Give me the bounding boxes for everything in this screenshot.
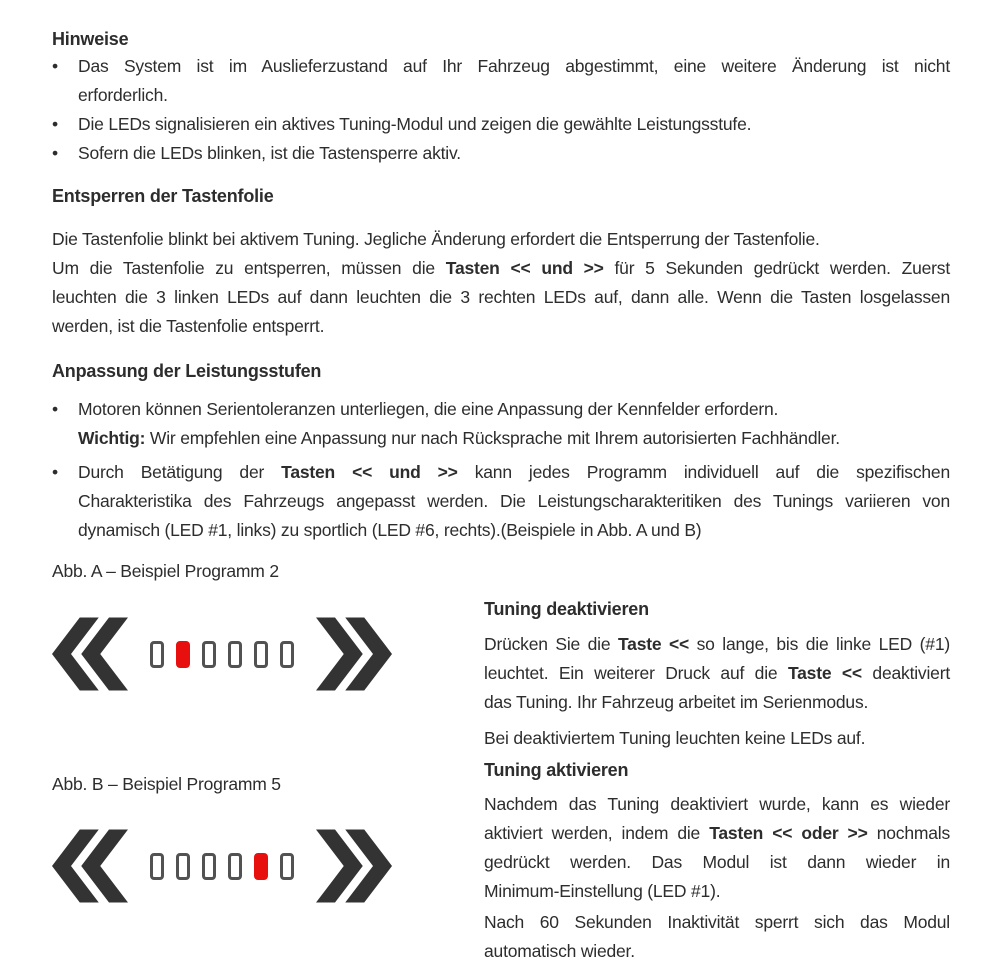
text-run: Nach 60 Sekunden Inaktivität sperrt sich das Modul xyxy=(484,912,950,932)
figure-a-caption: Abb. A – Beispiel Programm 2 xyxy=(52,561,279,581)
bullet-text xyxy=(78,139,950,168)
led-off-indicator xyxy=(202,641,216,668)
text-run: gedrückt werden. Das Modul ist dann wieder in xyxy=(484,852,950,872)
list-item xyxy=(52,139,950,168)
text-line xyxy=(484,937,950,966)
deaktivieren-note xyxy=(484,724,950,753)
text-run: nochmals xyxy=(867,823,951,843)
text-line xyxy=(52,225,950,254)
text-run: kann jedes Programm individuell auf die spezifischen xyxy=(457,462,950,482)
entsperren-paragraph xyxy=(52,225,950,341)
section-heading-hinweise: Hinweise xyxy=(52,29,129,49)
text-run: Das System ist im Auslieferzustand auf Ihr Fahrzeug abgestimmt, eine weitere Änderung ist nicht xyxy=(78,56,950,76)
text-run: leuchtet. Ein weiterer Druck auf die xyxy=(484,663,788,683)
text-line xyxy=(484,908,950,937)
bold-text-run: Tasten << und >> xyxy=(445,258,604,278)
bullet-text xyxy=(78,52,950,110)
text-run: Charakteristika des Fahrzeugs angepasst werden. Die Leistungscharakteritiken des Tunings variieren von xyxy=(78,491,950,511)
text-line xyxy=(78,52,950,81)
section-heading-tuning-deaktivieren: Tuning deaktivieren xyxy=(484,599,649,619)
text-line xyxy=(78,487,950,516)
led-row xyxy=(150,853,294,880)
bullet-text xyxy=(78,395,950,453)
section-heading-tuning-aktivieren: Tuning aktivieren xyxy=(484,760,629,780)
anpassung-list xyxy=(52,395,950,545)
text-line xyxy=(484,877,950,906)
text-line xyxy=(484,848,950,877)
text-run: Bei deaktiviertem Tuning leuchten keine LEDs auf. xyxy=(484,728,866,748)
text-line xyxy=(484,630,950,659)
led-off-indicator xyxy=(202,853,216,880)
text-line xyxy=(52,283,950,312)
bullet-marker: • xyxy=(52,143,58,163)
text-run: so lange, bis die linke LED (#1) xyxy=(689,634,950,654)
bold-text-run: Wichtig: xyxy=(78,428,146,448)
text-run: leuchten die 3 linken LEDs auf dann leuchten die 3 rechten LEDs auf, dann alle. Wenn die Tasten losgelassen xyxy=(52,287,950,307)
led-off-indicator xyxy=(176,853,190,880)
text-run: Die Tastenfolie blinkt bei aktivem Tuning. Jegliche Änderung erfordert die Entsperrung der Tastenfolie. xyxy=(52,229,820,249)
text-run: deaktiviert xyxy=(861,663,950,683)
bold-text-run: Tasten << und >> xyxy=(281,462,458,482)
bullet-marker: • xyxy=(52,56,58,76)
figure-b-caption: Abb. B – Beispiel Programm 5 xyxy=(52,774,281,794)
bullet-marker: • xyxy=(52,114,58,134)
led-active-indicator xyxy=(254,853,268,880)
figure-column xyxy=(52,560,484,966)
list-item xyxy=(52,395,950,453)
figure-b-led-panel xyxy=(52,824,392,908)
text-run: aktiviert werden, indem die xyxy=(484,823,710,843)
list-item xyxy=(52,52,950,110)
chevron-right-icon xyxy=(316,825,392,907)
text-line xyxy=(78,395,950,424)
led-off-indicator xyxy=(150,641,164,668)
chevron-left-icon xyxy=(52,613,128,695)
bullet-text xyxy=(78,110,950,139)
text-line xyxy=(78,458,950,487)
led-off-indicator xyxy=(150,853,164,880)
led-off-indicator xyxy=(280,641,294,668)
text-run: erforderlich. xyxy=(78,85,168,105)
deaktivieren-paragraph xyxy=(484,630,950,717)
hinweise-list xyxy=(52,52,950,168)
led-off-indicator xyxy=(228,641,242,668)
aktivieren-paragraph xyxy=(484,790,950,906)
text-run: Durch Betätigung der xyxy=(78,462,282,482)
list-item xyxy=(52,110,950,139)
text-line xyxy=(484,659,950,688)
text-line xyxy=(484,688,950,717)
bullet-marker: • xyxy=(52,399,58,419)
text-run: für 5 Sekunden gedrückt werden. Zuerst xyxy=(603,258,950,278)
section-heading-entsperren: Entsperren der Tastenfolie xyxy=(52,186,274,206)
text-run: Die LEDs signalisieren ein aktives Tuning-Modul und zeigen die gewählte Leistungsstufe. xyxy=(78,114,752,134)
text-run: Wir empfehlen eine Anpassung nur nach Rücksprache mit Ihrem autorisierten Fachhändler. xyxy=(145,428,840,448)
text-line xyxy=(484,819,950,848)
section-heading-anpassung: Anpassung der Leistungsstufen xyxy=(52,361,322,381)
text-run: Nachdem das Tuning deaktiviert wurde, kann es wieder xyxy=(484,794,950,814)
text-line xyxy=(484,724,950,753)
text-line xyxy=(78,81,950,110)
aktivieren-note xyxy=(484,908,950,966)
chevron-right-icon xyxy=(316,613,392,695)
text-line xyxy=(78,424,950,453)
text-line xyxy=(78,110,950,139)
text-run: Drücken Sie die xyxy=(484,634,618,654)
text-run: automatisch wieder. xyxy=(484,941,635,961)
bullet-marker: • xyxy=(52,462,58,482)
bold-text-run: Taste << xyxy=(617,634,690,654)
list-item xyxy=(52,458,950,545)
bold-text-run: Tasten << oder >> xyxy=(709,823,868,843)
bold-text-run: Taste << xyxy=(787,663,862,683)
text-run: das Tuning. Ihr Fahrzeug arbeitet im Serienmodus. xyxy=(484,692,869,712)
chevron-left-icon xyxy=(52,825,128,907)
instructions-column xyxy=(484,560,950,966)
led-off-indicator xyxy=(254,641,268,668)
text-line xyxy=(78,139,950,168)
figure-a-led-panel xyxy=(52,612,392,696)
figure-region xyxy=(52,560,950,966)
text-run: werden, ist die Tastenfolie entsperrt. xyxy=(52,316,325,336)
text-line xyxy=(52,254,950,283)
text-run: Sofern die LEDs blinken, ist die Tastensperre aktiv. xyxy=(78,143,461,163)
led-off-indicator xyxy=(280,853,294,880)
text-line xyxy=(78,516,950,545)
text-run: Motoren können Serientoleranzen unterliegen, die eine Anpassung der Kennfelder erfordern. xyxy=(78,399,779,419)
bullet-text xyxy=(78,458,950,545)
text-line xyxy=(484,790,950,819)
led-row xyxy=(150,641,294,668)
led-active-indicator xyxy=(176,641,190,668)
text-run: Minimum-Einstellung (LED #1). xyxy=(484,881,721,901)
text-line xyxy=(52,312,950,341)
text-run: Um die Tastenfolie zu entsperren, müssen die xyxy=(52,258,446,278)
led-off-indicator xyxy=(228,853,242,880)
text-run: dynamisch (LED #1, links) zu sportlich (LED #6, rechts).(Beispiele in Abb. A und B) xyxy=(78,520,702,540)
